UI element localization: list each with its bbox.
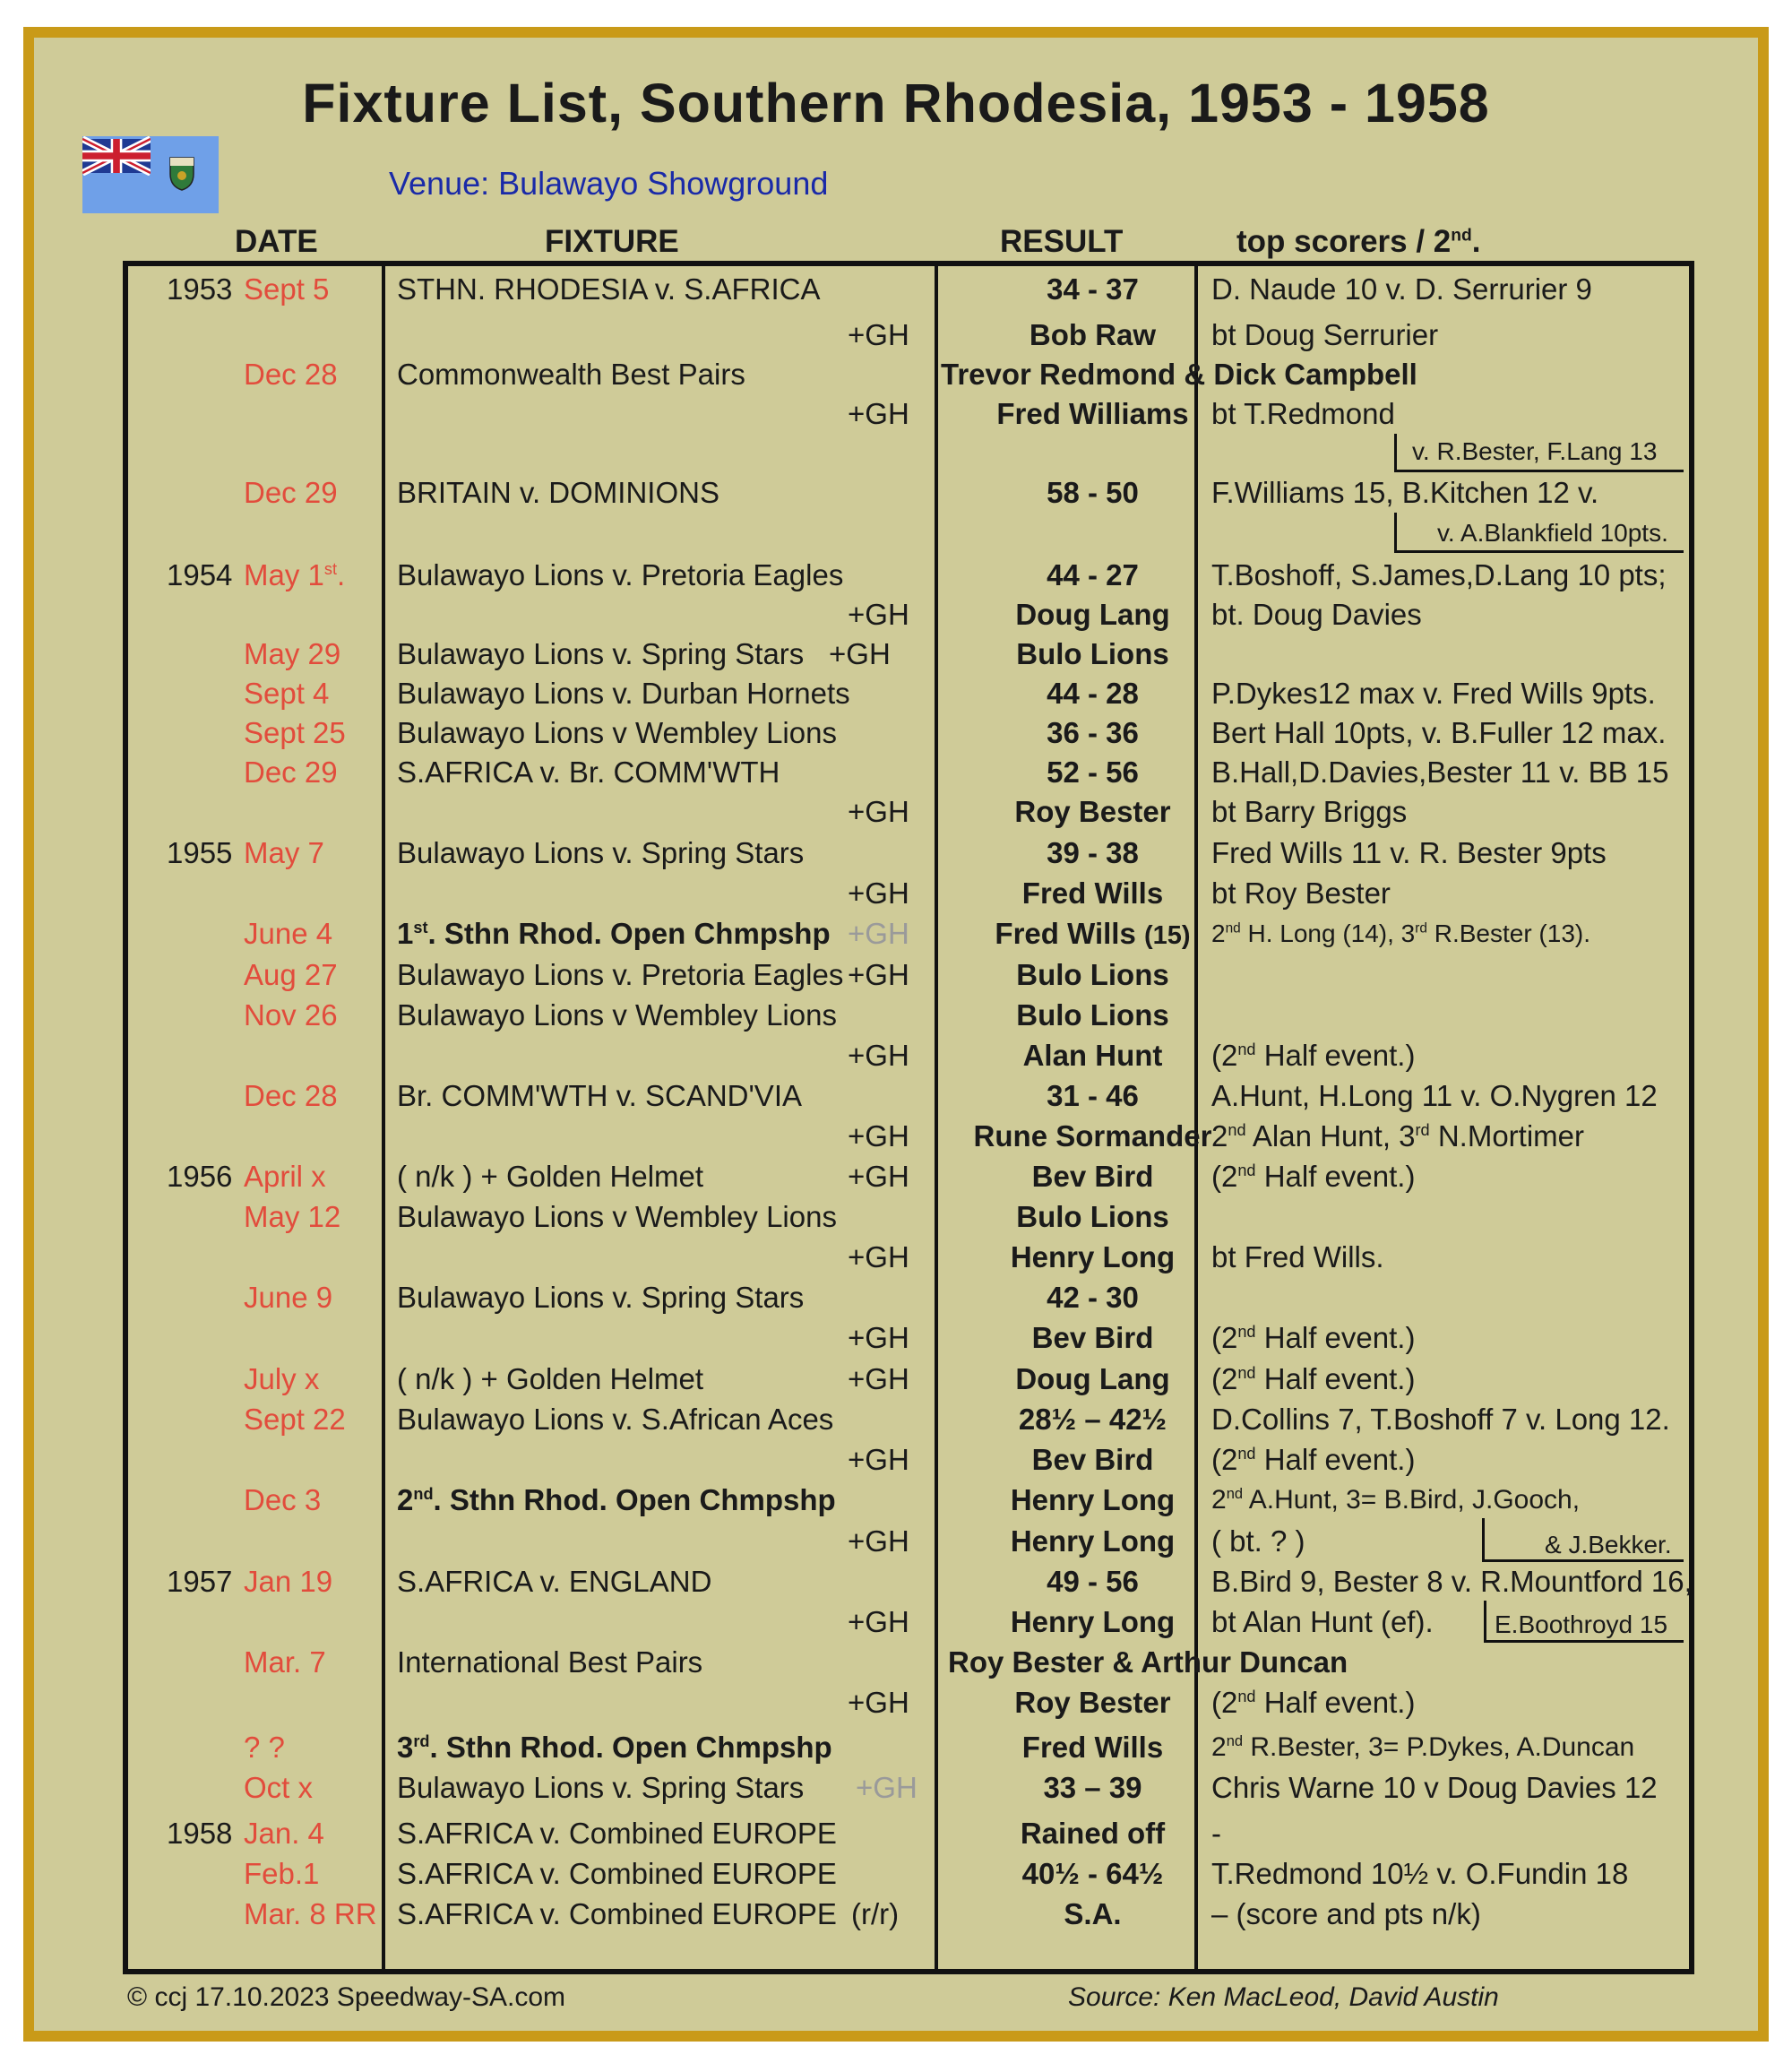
row-date: Jan. 4: [244, 1817, 324, 1850]
row-result: 49 - 56: [1047, 1565, 1139, 1598]
row-result: Henry Long: [1010, 1524, 1176, 1558]
row-golden-helmet: +GH: [848, 1119, 909, 1153]
row-fixture: S.AFRICA v. Combined EUROPE: [397, 1817, 837, 1850]
row-scorers: (2nd Half event.): [1211, 1443, 1416, 1476]
row-golden-helmet: +GH: [848, 1443, 909, 1476]
row-result: 33 – 39: [1043, 1771, 1142, 1804]
row-result: Alan Hunt: [1022, 1039, 1163, 1072]
row-date: Dec 3: [244, 1483, 322, 1516]
row-date: Sept 5: [244, 272, 330, 306]
row-result: 58 - 50: [1047, 476, 1139, 509]
row-date: Mar. 8 RR: [244, 1897, 377, 1930]
row-fixture: Bulawayo Lions v. Pretoria Eagles: [397, 558, 844, 591]
row-golden-helmet: +GH: [848, 795, 909, 828]
row-date: Sept 4: [244, 677, 330, 710]
row-date: Sept 25: [244, 716, 346, 749]
row-golden-helmet: +GH: [848, 397, 909, 430]
row-fixture: STHN. RHODESIA v. S.AFRICA: [397, 272, 821, 306]
row-fixture: S.AFRICA v. Combined EUROPE: [397, 1897, 837, 1930]
row-scorers: Bert Hall 10pts, v. B.Fuller 12 max.: [1211, 716, 1667, 749]
column-divider: [382, 261, 385, 1974]
row-scorers: Fred Wills 11 v. R. Bester 9pts: [1211, 836, 1607, 869]
union-jack-icon: [82, 136, 151, 176]
row-result: Fred Wills: [1021, 876, 1164, 910]
row-fixture: S.AFRICA v. Combined EUROPE: [397, 1857, 837, 1890]
row-result: Doug Lang: [1015, 1362, 1170, 1395]
row-fixture: Br. COMM'WTH v. SCAND'VIA: [397, 1079, 802, 1112]
row-result: Bev Bird: [1031, 1160, 1154, 1193]
row-scorers: B.Hall,D.Davies,Bester 11 v. BB 15: [1211, 755, 1669, 789]
header-scorers: top scorers / 2nd.: [1236, 224, 1481, 259]
row-golden-helmet: +GH: [848, 917, 909, 950]
row-result: 28½ – 42½: [1018, 1403, 1167, 1436]
row-golden-helmet: +GH: [848, 1605, 909, 1638]
row-fixture: Bulawayo Lions v Wembley Lions: [397, 1200, 837, 1233]
row-result: Henry Long: [1010, 1240, 1176, 1273]
row-result: Bulo Lions: [1016, 998, 1169, 1032]
row-year: 1957: [167, 1565, 233, 1598]
row-scorers: (2nd Half event.): [1211, 1039, 1416, 1072]
row-fixture: Bulawayo Lions v. Spring Stars: [397, 1771, 805, 1804]
rhodesia-flag: [82, 136, 219, 213]
row-result: Henry Long: [1010, 1483, 1176, 1516]
row-scorers: bt Fred Wills.: [1211, 1240, 1384, 1273]
row-fixture: Bulawayo Lions v. Spring Stars: [397, 1281, 805, 1314]
row-date: Dec 28: [244, 1079, 338, 1112]
row-scorers: 2nd A.Hunt, 3= B.Bird, J.Gooch,: [1211, 1485, 1581, 1515]
row-fixture: Bulawayo Lions v Wembley Lions: [397, 998, 837, 1032]
row-date: June 9: [244, 1281, 333, 1314]
row-golden-helmet: +GH: [848, 958, 909, 991]
row-fixture: Bulawayo Lions v. Pretoria Eagles: [397, 958, 844, 991]
row-scorers: (2nd Half event.): [1211, 1362, 1416, 1395]
row-scorers: D. Naude 10 v. D. Serrurier 9: [1211, 272, 1592, 306]
row-date: Dec 29: [244, 476, 338, 509]
row-fixture: S.AFRICA v. ENGLAND: [397, 1565, 712, 1598]
header-result: RESULT: [1000, 224, 1124, 259]
footer-source: Source: Ken MacLeod, David Austin: [1068, 1982, 1499, 2012]
row-fixture: Commonwealth Best Pairs: [397, 358, 745, 391]
row-result: 44 - 27: [1047, 558, 1139, 591]
row-scorers: B.Bird 9, Bester 8 v. R.Mountford 16,: [1211, 1565, 1693, 1598]
row-result: Roy Bester: [1014, 1686, 1171, 1719]
row-golden-helmet: +GH: [848, 1524, 909, 1558]
row-golden-helmet: +GH: [848, 318, 909, 351]
row-golden-helmet: +GH: [848, 1321, 909, 1354]
row-year: 1958: [167, 1817, 233, 1850]
venue-label: Venue: Bulawayo Showground: [389, 165, 829, 202]
row-date: May 7: [244, 836, 324, 869]
row-scorers: T.Boshoff, S.James,D.Lang 10 pts;: [1211, 558, 1667, 591]
note-text: v. R.Bester, F.Lang 13: [1412, 437, 1658, 465]
row-scorers: 2nd R.Bester, 3= P.Dykes, A.Duncan: [1211, 1732, 1635, 1762]
row-result: 34 - 37: [1047, 272, 1139, 306]
row-fixture: 2nd. Sthn Rhod. Open Chmpshp: [397, 1483, 836, 1516]
row-date: Mar. 7: [244, 1645, 326, 1679]
row-year: 1953: [167, 272, 233, 306]
row-scorers: P.Dykes12 max v. Fred Wills 9pts.: [1211, 677, 1656, 710]
row-result: 40½ - 64½: [1021, 1857, 1164, 1890]
row-scorers: (2nd Half event.): [1211, 1321, 1416, 1354]
row-scorers: -: [1211, 1817, 1221, 1850]
row-golden-helmet: +GH: [848, 1160, 909, 1193]
row-result: S.A.: [1064, 1897, 1122, 1930]
row-golden-helmet: +GH: [848, 598, 909, 631]
header-fixture: FIXTURE: [545, 224, 679, 259]
row-scorers: bt Alan Hunt (ef).: [1211, 1605, 1434, 1638]
row-fixture: Bulawayo Lions v. S.African Aces: [397, 1403, 834, 1436]
row-result: Rune Sormander: [973, 1119, 1212, 1153]
row-golden-helmet: +GH: [848, 1686, 909, 1719]
row-scorers: 2nd H. Long (14), 3rd R.Bester (13).: [1211, 919, 1591, 947]
row-year: 1954: [167, 558, 233, 591]
row-result: Henry Long: [1010, 1605, 1176, 1638]
row-fixture: International Best Pairs: [397, 1645, 703, 1679]
row-scorers: bt Barry Briggs: [1211, 795, 1408, 828]
row-fixture: BRITAIN v. DOMINIONS: [397, 476, 719, 509]
row-result: 36 - 36: [1047, 716, 1139, 749]
row-fixture: Bulawayo Lions v Wembley Lions: [397, 716, 837, 749]
row-date: Sept 22: [244, 1403, 346, 1436]
row-date: Dec 28: [244, 358, 338, 391]
note-text: v. A.Blankfield 10pts.: [1437, 519, 1668, 547]
coat-of-arms-icon: [168, 156, 195, 192]
row-fixture: Bulawayo Lions v. Spring Stars: [397, 836, 805, 869]
row-scorers: A.Hunt, H.Long 11 v. O.Nygren 12: [1211, 1079, 1658, 1112]
row-fixture: ( n/k ) + Golden Helmet: [397, 1160, 704, 1193]
row-result: 52 - 56: [1047, 755, 1139, 789]
row-golden-helmet: (r/r): [851, 1897, 900, 1930]
column-divider: [935, 261, 938, 1974]
row-fixture: 3rd. Sthn Rhod. Open Chmpshp: [397, 1731, 832, 1764]
row-golden-helmet: +GH: [848, 876, 909, 910]
row-fixture: 1st. Sthn Rhod. Open Chmpshp: [397, 917, 831, 950]
row-result: Bulo Lions: [1016, 637, 1169, 670]
row-date: May 1st.: [244, 558, 346, 591]
row-result: Rained off: [1020, 1817, 1166, 1850]
row-fixture: Bulawayo Lions v. Spring Stars: [397, 637, 805, 670]
row-result: 31 - 46: [1047, 1079, 1139, 1112]
row-result: Fred Wills: [1021, 1731, 1164, 1764]
row-result: Bob Raw: [1029, 318, 1157, 351]
row-scorers: bt Roy Bester: [1211, 876, 1391, 910]
note-text: E.Boothroyd 15: [1495, 1610, 1668, 1638]
note-text: & J.Bekker.: [1545, 1531, 1672, 1558]
row-scorers: (2nd Half event.): [1211, 1160, 1416, 1193]
row-golden-helmet: +GH: [829, 637, 891, 670]
row-golden-helmet: +GH: [856, 1771, 918, 1804]
row-scorers: Chris Warne 10 v Doug Davies 12: [1211, 1771, 1658, 1804]
row-scorers: bt. Doug Davies: [1211, 598, 1422, 631]
row-result: Bulo Lions: [1016, 958, 1169, 991]
row-result: Fred Wills (15): [995, 917, 1191, 950]
row-scorers: ( bt. ? ): [1211, 1524, 1305, 1558]
row-date: Nov 26: [244, 998, 338, 1032]
row-date: June 4: [244, 917, 333, 950]
row-scorers: 2nd Alan Hunt, 3rd N.Mortimer: [1211, 1119, 1584, 1153]
header-date: DATE: [235, 224, 318, 259]
row-date: Dec 29: [244, 755, 338, 789]
row-result: Trevor Redmond & Dick Campbell: [941, 358, 1417, 391]
row-year: 1955: [167, 836, 233, 869]
row-fixture: ( n/k ) + Golden Helmet: [397, 1362, 704, 1395]
row-date: Aug 27: [244, 958, 338, 991]
row-date: May 12: [244, 1200, 341, 1233]
row-golden-helmet: +GH: [848, 1240, 909, 1273]
row-fixture: S.AFRICA v. Br. COMM'WTH: [397, 755, 780, 789]
row-result: Doug Lang: [1015, 598, 1170, 631]
row-date: ? ?: [244, 1731, 285, 1764]
row-scorers: (2nd Half event.): [1211, 1686, 1416, 1719]
row-date: July x: [244, 1362, 320, 1395]
footer-copyright: © ccj 17.10.2023 Speedway-SA.com: [127, 1982, 566, 2012]
row-result: Bulo Lions: [1016, 1200, 1169, 1233]
row-result: 44 - 28: [1047, 677, 1139, 710]
row-scorers: bt T.Redmond: [1211, 397, 1395, 430]
row-result: Fred Williams: [996, 397, 1189, 430]
row-date: Oct x: [244, 1771, 314, 1804]
row-scorers: bt Doug Serrurier: [1211, 318, 1439, 351]
row-result: Roy Bester: [1014, 795, 1171, 828]
row-scorers: D.Collins 7, T.Boshoff 7 v. Long 12.: [1211, 1403, 1670, 1436]
row-scorers: F.Williams 15, B.Kitchen 12 v.: [1211, 476, 1599, 509]
row-date: May 29: [244, 637, 341, 670]
row-date: April x: [244, 1160, 326, 1193]
row-result: Bev Bird: [1031, 1443, 1154, 1476]
row-result: Bev Bird: [1031, 1321, 1154, 1354]
row-date: Jan 19: [244, 1565, 333, 1598]
row-scorers: – (score and pts n/k): [1211, 1897, 1481, 1930]
row-result: 42 - 30: [1047, 1281, 1139, 1314]
row-scorers: T.Redmond 10½ v. O.Fundin 18: [1211, 1857, 1629, 1890]
row-fixture: Bulawayo Lions v. Durban Hornets: [397, 677, 850, 710]
page-title: Fixture List, Southern Rhodesia, 1953 - 1958: [302, 73, 1490, 134]
row-date: Feb.1: [244, 1857, 320, 1890]
row-golden-helmet: +GH: [848, 1039, 909, 1072]
row-golden-helmet: +GH: [848, 1362, 909, 1395]
row-result: 39 - 38: [1047, 836, 1139, 869]
row-result: Roy Bester & Arthur Duncan: [948, 1645, 1348, 1679]
row-year: 1956: [167, 1160, 233, 1193]
